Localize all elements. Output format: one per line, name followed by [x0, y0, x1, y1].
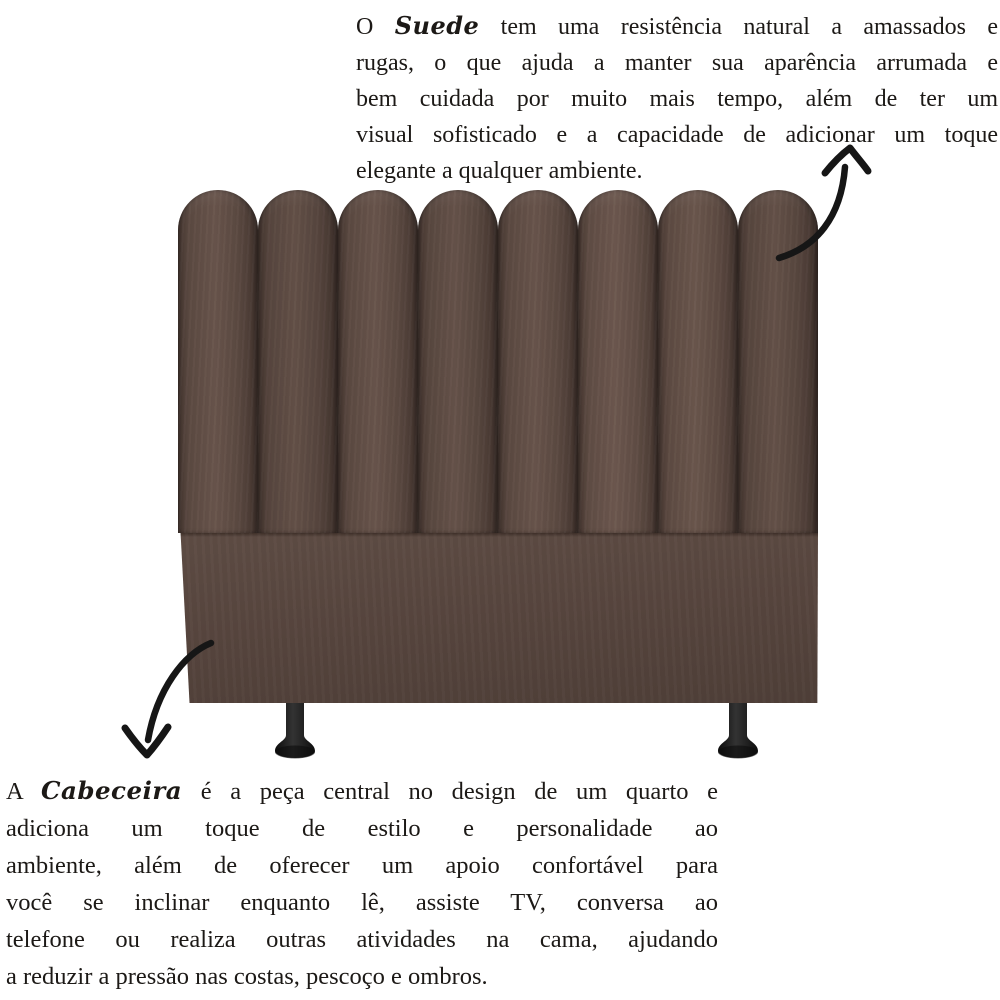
headboard-panel	[258, 190, 338, 533]
headboard-panel	[498, 190, 578, 533]
text-line: rugas, o que ajuda a manter sua aparência arrumada e	[356, 50, 998, 76]
headboard-panels	[178, 190, 818, 533]
text-line: adiciona um toque de estilo e personalidade ao	[6, 815, 718, 842]
headboard-panel	[178, 190, 258, 533]
headboard-apron	[178, 533, 818, 703]
headboard-panel	[578, 190, 658, 533]
text-line	[356, 8, 998, 45]
cabeceira-keyword: Cabeceira	[40, 776, 183, 805]
headboard-panel	[338, 190, 418, 533]
text-line	[6, 772, 718, 810]
line-prefix: O	[356, 14, 374, 40]
text-line: bem cuidada por muito mais tempo, além de ter um	[356, 86, 998, 112]
text-line: visual sofisticado e a capacidade de adicionar um toque	[356, 122, 998, 148]
headboard-leg-left	[272, 703, 318, 760]
headboard-panel	[418, 190, 498, 533]
text-line: telefone ou realiza outras atividades na cama, ajudando	[6, 926, 718, 953]
line-rest: tem uma resistência natural a amassados e	[500, 14, 998, 40]
cabeceira-description	[6, 772, 718, 995]
text-line: elegante a qualquer ambiente.	[356, 158, 643, 184]
suede-keyword: Suede	[394, 11, 480, 40]
headboard-leg-right	[715, 703, 761, 760]
suede-description	[356, 8, 998, 189]
line-prefix: A	[6, 778, 23, 805]
text-line: a reduzir a pressão nas costas, pescoço e ombros.	[6, 963, 488, 990]
text-line: ambiente, além de oferecer um apoio confortável para	[6, 852, 718, 879]
headboard-panel	[738, 190, 818, 533]
text-line: você se inclinar enquanto lê, assiste TV, conversa ao	[6, 889, 718, 916]
headboard-image	[178, 190, 818, 757]
headboard-panel	[658, 190, 738, 533]
line-rest: é a peça central no design de um quarto e	[200, 778, 718, 805]
